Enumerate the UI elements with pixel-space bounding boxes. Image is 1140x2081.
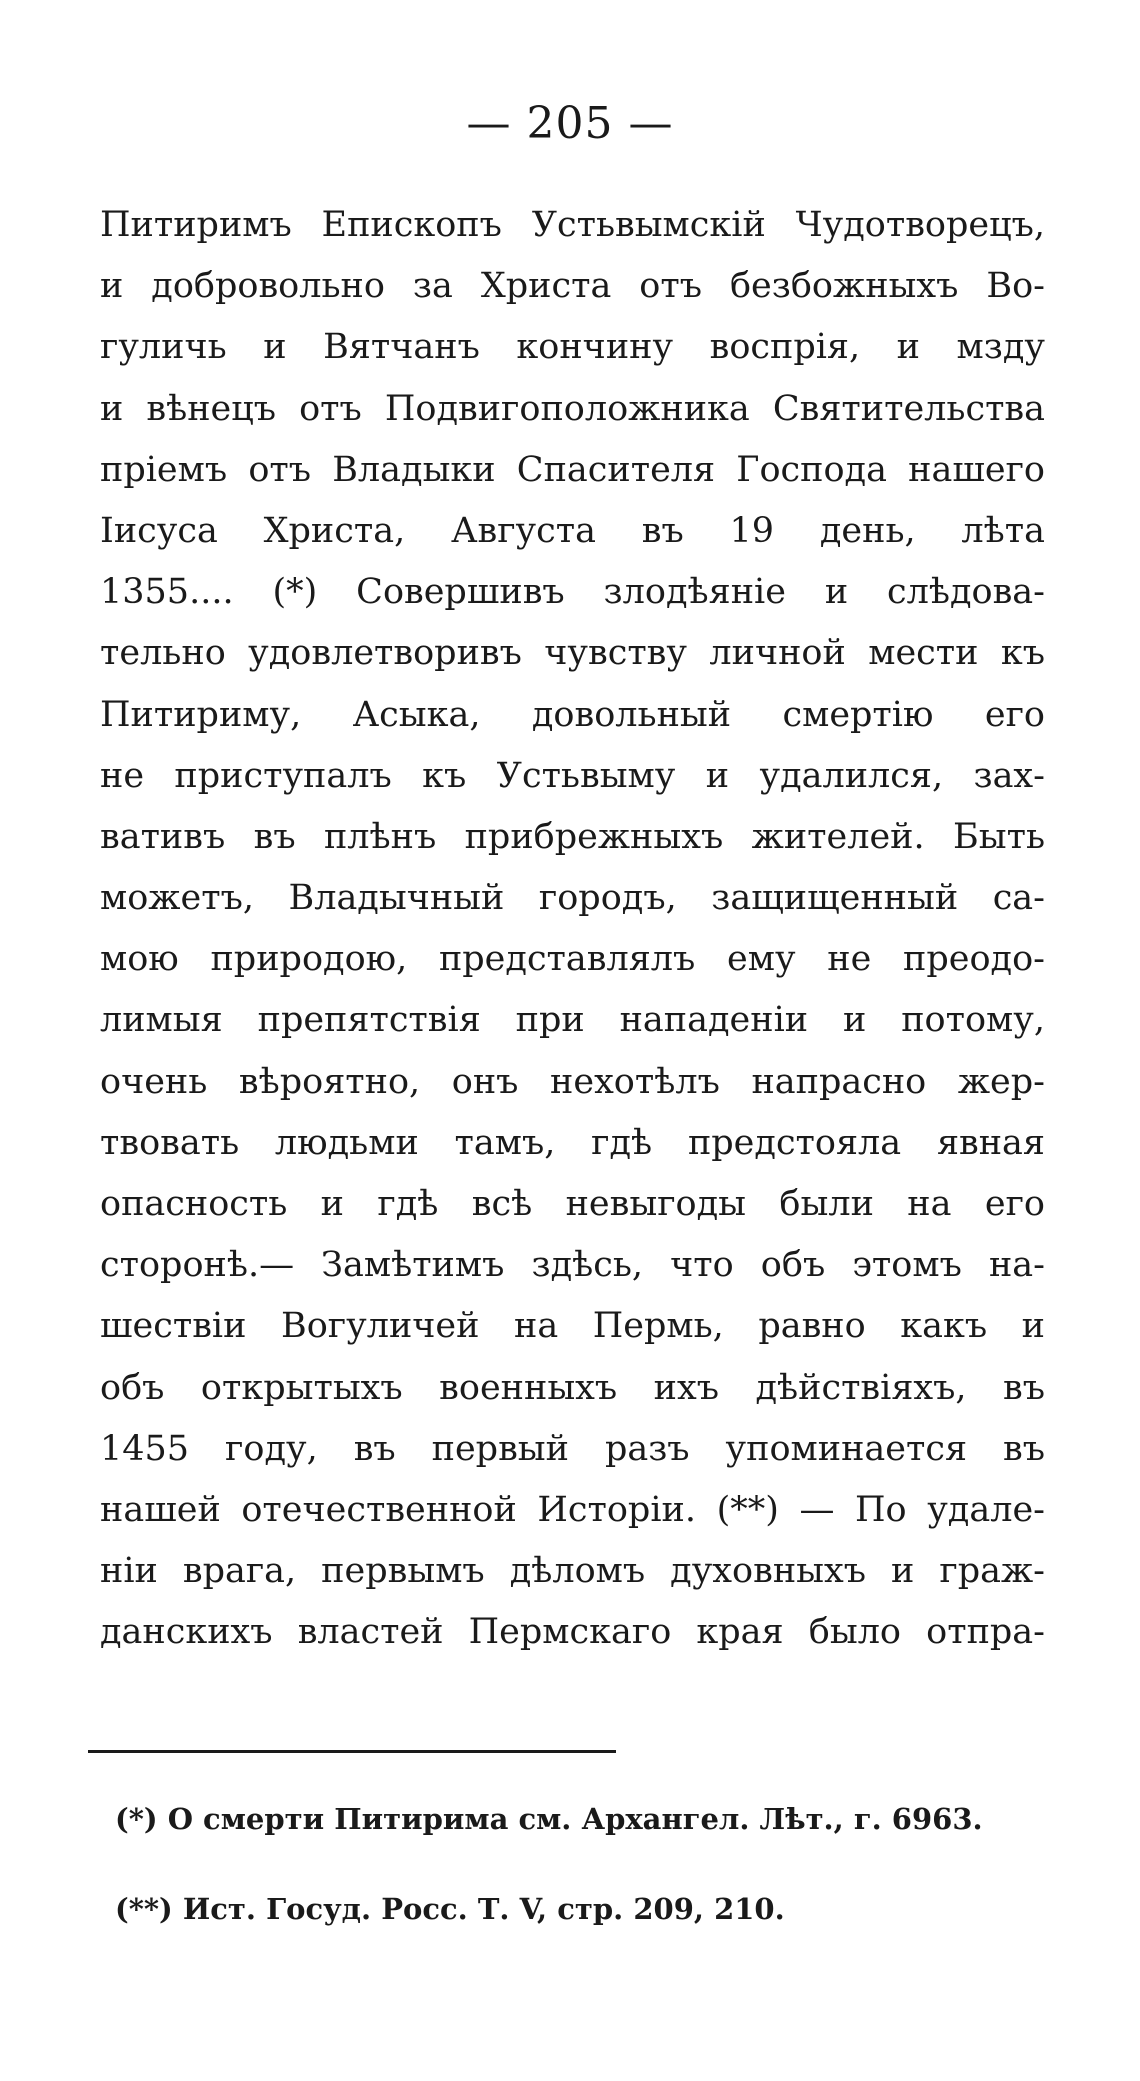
text-line: данскихъ властей Пермскаго края было отпра- <box>100 1612 1045 1653</box>
text-line: объ открытыхъ военныхъ ихъ дѣйствіяхъ, въ <box>100 1367 1045 1408</box>
text-line: тельно удовлетворивъ чувству личной мести къ <box>100 633 1045 674</box>
footnotes <box>115 1795 1045 1975</box>
text-line: можетъ, Владычный городъ, защищенный са- <box>100 878 1045 919</box>
text-line: гуличь и Вятчанъ кончину воспрія, и мзду <box>100 327 1045 368</box>
text-line: опасность и гдѣ всѣ невыгоды были на его <box>100 1184 1045 1224</box>
page-number: — 205 — <box>466 98 674 149</box>
text-line: пріемъ отъ Владыки Спасителя Господа нашего <box>100 449 1045 490</box>
text-line: не приступалъ къ Устьвыму и удалился, зах- <box>100 755 1045 796</box>
footnote: (*) О смерти Питирима см. Архангел. Лѣт., г. 6963. <box>115 1802 983 1836</box>
text-line: шествіи Вогуличей на Пермь, равно какъ и <box>100 1306 1045 1347</box>
text-line: и добровольно за Христа отъ безбожныхъ Во- <box>100 266 1045 307</box>
text-line: Іисуса Христа, Августа въ 19 день, лѣта <box>100 510 1045 551</box>
text-line: 1355.... (*) Совершивъ злодѣяніе и слѣдова- <box>100 572 1045 613</box>
footnote-divider <box>88 1750 616 1753</box>
text-line: мою природою, представлялъ ему не преодо- <box>100 939 1045 980</box>
text-line: и вѣнецъ отъ Подвигоположника Святительства <box>100 388 1045 429</box>
text-line: Питириму, Асыка, довольный смертію его <box>100 694 1045 735</box>
footnote: (**) Ист. Госуд. Росс. Т. V, стр. 209, 210. <box>115 1892 785 1926</box>
text-line: твовать людьми тамъ, гдѣ предстояла явная <box>100 1122 1045 1163</box>
text-line: 1455 году, въ первый разъ упоминается въ <box>100 1428 1045 1469</box>
text-line: лимыя препятствія при нападеніи и потому, <box>100 1000 1045 1041</box>
text-line: сторонѣ.— Замѣтимъ здѣсь, что объ этомъ на- <box>100 1245 1045 1286</box>
text-line: Питиримъ Епископъ Устьвымскій Чудотворецъ, <box>100 205 1045 245</box>
text-line: вативъ въ плѣнъ прибрежныхъ жителей. Быть <box>100 816 1045 857</box>
text-line: очень вѣроятно, онъ нехотѣлъ напрасно жер- <box>100 1061 1045 1102</box>
text-line: ніи врага, первымъ дѣломъ духовныхъ и граж- <box>100 1551 1045 1592</box>
body-text <box>100 195 1045 1664</box>
text-line: нашей отечественной Исторіи. (**) — По удале- <box>100 1489 1045 1530</box>
